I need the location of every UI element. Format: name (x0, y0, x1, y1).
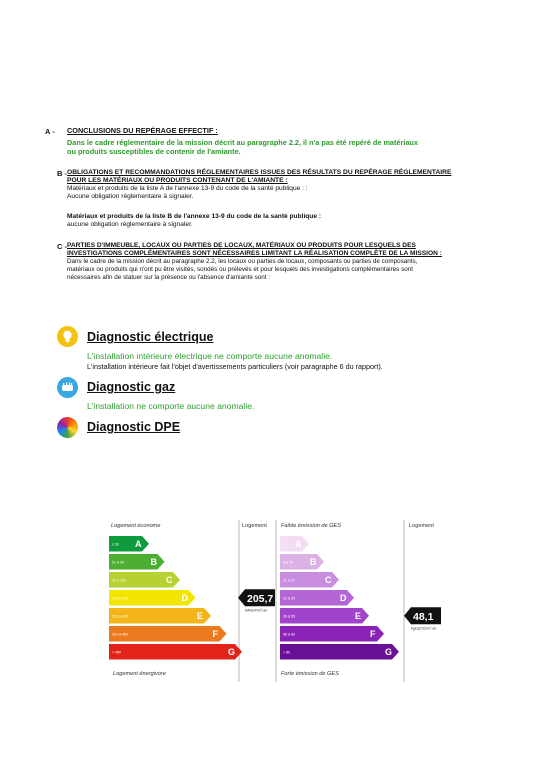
section-c-title-line2: INVESTIGATIONS COMPLÉMENTAIRES SONT NÉCESSAIRES LIMITANT LA RÉALISATION COMPLÈTE DE LA MISSION : (67, 250, 442, 257)
ghg-class-a-range: ≤ 5 (283, 542, 288, 547)
ghg-class-b-letter: B (310, 557, 317, 568)
energy-header-bottom: Logement énergivore (113, 671, 166, 677)
ghg-class-a-letter: A (295, 539, 302, 550)
section-a-line1: Dans le cadre réglementaire de la mission décrit au paragraphe 2.2, il n'a pas été repéré de matériaux (67, 138, 418, 147)
lightbulb-icon (57, 326, 78, 347)
gas-burner-icon (57, 377, 78, 398)
section-b-title-line2: POUR LES MATÉRIAUX OU PRODUITS CONTENANT DE L'AMIANTE : (67, 177, 288, 184)
list-b-line: Matériaux et produits de la liste B de l'annexe 13-9 du code de la santé publique : (67, 213, 322, 220)
energy-class-a-letter: A (135, 539, 142, 550)
ghg-class-d-letter: D (340, 593, 347, 604)
energy-header-top: Logement économe (111, 523, 161, 529)
section-b-title-line1: OBLIGATIONS ET RECOMMANDATIONS RÉGLEMENTAIRES ISSUES DES RÉSULTATS DU REPÉRAGE RÉGLEMENTAIRE (67, 169, 452, 176)
diag-elec-black: L'installation intérieure fait l'objet d'avertissements particuliers (voir paragraphe 6 du rapport). (87, 362, 383, 371)
energy-unit: kWhEP/m².an (245, 608, 268, 613)
energy-class-g-range: > 450 (112, 650, 122, 655)
energy-class-f-letter: F (212, 629, 218, 640)
ghg-class-e-range: 36 à 55 (283, 614, 295, 619)
energy-class-b-letter: B (150, 557, 157, 568)
energy-class-g-letter: G (228, 647, 236, 658)
ghg-header-bottom: Forte émission de GES (281, 671, 339, 677)
ghg-class-e-letter: E (355, 611, 362, 622)
ghg-header-top: Faible émission de GES (281, 523, 342, 529)
section-c-letter: C - (57, 242, 67, 251)
energy-class-d-letter: D (181, 593, 188, 604)
ghg-class-f-bar (280, 626, 384, 642)
list-a-value: Aucune obligation réglementaire à signaler. (67, 193, 194, 200)
diag-gaz-title: Diagnostic gaz (87, 380, 176, 394)
energy-value: 205,7 (247, 592, 274, 605)
ghg-unit: kgéqCO2/m².an (411, 626, 437, 631)
energy-class-g-bar (109, 644, 242, 660)
ghg-class-f-range: 56 à 80 (283, 632, 295, 637)
section-b-letter: B - (57, 169, 67, 178)
section-c-line2: matériaux ou produits qui n'ont pu être visités, sondés ou prélevés et pour lesquels des investigations complémentaires sont (67, 266, 413, 273)
energy-class-f-range: 331 à 450 (112, 632, 128, 637)
diag-gaz-green: L'installation ne comporte aucune anomalie. (87, 401, 255, 411)
ghg-class-g-range: > 80 (283, 650, 291, 655)
energy-class-d-range: 151 à 230 (112, 596, 128, 601)
energy-class-c-letter: C (166, 575, 173, 586)
ghg-class-g-bar (280, 644, 399, 660)
ghg-class-d-range: 21 à 35 (283, 596, 295, 601)
energy-class-a-range: ≤ 50 (112, 542, 119, 547)
ghg-class-c-letter: C (325, 575, 332, 586)
ghg-class-b-range: 6 à 10 (283, 560, 293, 565)
section-a-letter: A - (45, 127, 55, 136)
ghg-class-f-letter: F (370, 629, 376, 640)
diag-dpe-title: Diagnostic DPE (87, 420, 181, 434)
section-a-line2: ou produits susceptibles de contenir de l'amiante. (67, 147, 241, 156)
diag-elec-title: Diagnostic électrique (87, 330, 214, 344)
list-a-line: Matériaux et produits de la liste A de l'annexe 13-9 du code de la santé publique : : (67, 185, 308, 192)
energy-column-label: Logement (242, 523, 267, 529)
ghg-class-g-letter: G (385, 647, 393, 658)
section-c-title-line1: PARTIES D'IMMEUBLE, LOCAUX OU PARTIES DE LOCAUX, MATÉRIAUX OU PRODUITS POUR LESQUELS DES (67, 242, 416, 249)
energy-class-e-range: 231 à 330 (112, 614, 128, 619)
ghg-chart (276, 516, 446, 682)
section-c-line1: Dans le cadre de la mission décrit au paragraphe 2.2, les locaux ou parties de locaux, composants ou parties de composants, (67, 258, 418, 265)
energy-class-c-range: 91 à 150 (112, 578, 126, 583)
ghg-class-c-range: 11 à 20 (283, 578, 295, 583)
energy-class-b-range: 51 à 90 (112, 560, 124, 565)
energy-class-e-letter: E (197, 611, 204, 622)
list-b-value: aucune obligation réglementaire à signaler. (67, 221, 193, 228)
ghg-column-label: Logement (409, 523, 434, 529)
energy-chart (105, 516, 274, 682)
rainbow-icon (57, 417, 78, 438)
ghg-value: 48,1 (413, 610, 434, 623)
section-a-title: CONCLUSIONS DU REPÉRAGE EFFECTIF : (67, 126, 218, 135)
diag-elec-green: L'installation intérieure électrique ne comporte aucune anomalie. (87, 351, 333, 361)
section-c-line3: nécessaires afin de statuer sur la présence ou l'absence d'amiante sont : (67, 274, 270, 281)
